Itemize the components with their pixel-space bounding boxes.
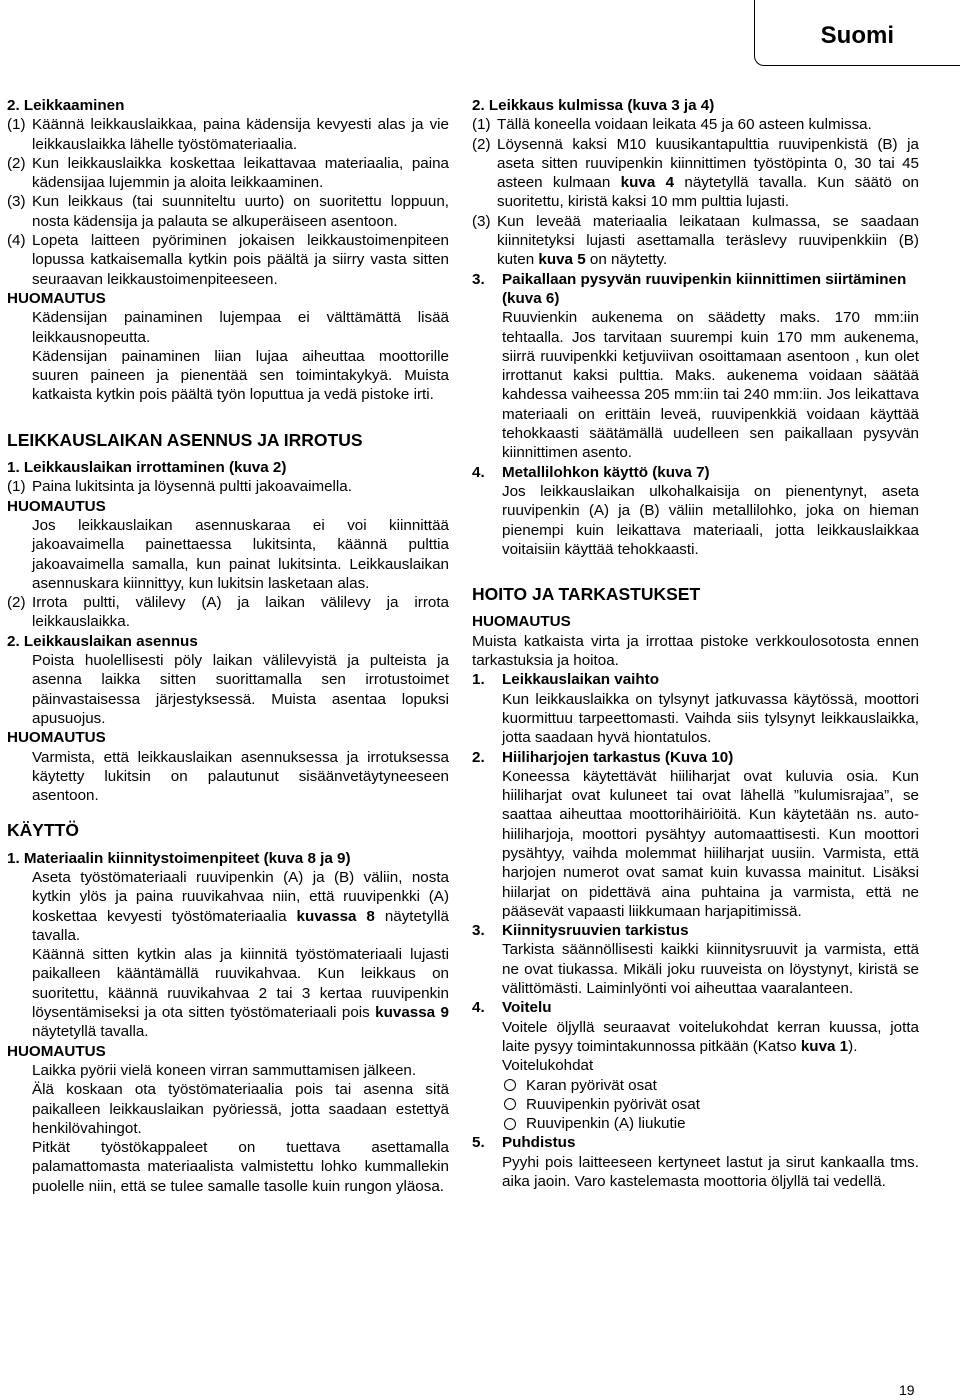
note-text: Varmista, että leikkauslaikan asennuksessa ja irrotuksessa käytetty lukitsin on palautunut sisäänvetäytyneeseen asentoon. — [32, 748, 449, 805]
paragraph: Jos leikkauslaikan ulkohalkaisija on pienentynyt, aseta ruuvipenkin (A) ja (B) väliin metallilohko, joka on hieman pienempi kuin leikattava materiaali, jotta leikkauslaikkaa voitaisiin käyttää tehokkaasti. — [502, 482, 919, 558]
circle-bullet-icon — [504, 1118, 516, 1130]
note-label: HUOMAUTUS — [7, 729, 106, 747]
paragraph: Kun leikkauslaikka on tylsynyt jatkuvassa käytössä, moottori kuormittuu tarpeettomasti. Vaihda siis tylsynyt leikkauslaikka, jotta saadaan hyvä hiontatulos. — [502, 690, 919, 747]
paragraph: Koneessa käytettävät hiiliharjat ovat kuluvia osia. Kun hiiliharjat ovat kuluneet tai ovat lähellä ”kulumisrajaa”, se saattaa aiheuttaa moottorihäiriöitä. Kun käytetään ns. auto-hiiliharjoja, moottori pysähtyy automaattisesti. Kun moottori pysähtyy, vaihda molemmat hiiliharjat uusiin. Varmista, että harjojen numerot ovat samat kuin kuvassa mainitut. Lisäksi hiilarjat on pidettävä aina puhtaina ja varmista, että ne pääsevät vapaasti liikkumaan harjapitimissä. — [502, 767, 919, 920]
list-item: Ruuvipenkin (A) liukutie — [472, 1114, 919, 1133]
paragraph: Pyyhi pois laitteeseen kertyneet lastut ja sirut kankaalla tms. aika jaoin. Varo kastelemasta moottoria öljyllä tai vedellä. — [502, 1153, 919, 1191]
note-text: Älä koskaan ota työstömateriaalia pois tai asenna sitä paikalleen leikkauslaikan pyöriessä, jotta saadaan estettyä henkilövahingot. — [32, 1081, 449, 1137]
note-text: Laikka pyörii vielä koneen virran sammuttamisen jälkeen. — [32, 1061, 417, 1079]
list-item: (2) Löysennä kaksi M10 kuusikantapulttia ruuvipenkistä (B) ja aseta sitten ruuvipenkin kiinnittimen työstöpinta 0, 30 tai 45 asteen kulmaan kuva 4 näytetyllä tavalla. Kun säätö on suoritettu, kiristä kaksi 10 mm pulttia lujasti. — [472, 135, 919, 211]
subsection-title: 4. Voitelu — [472, 999, 552, 1017]
list-item: (2) Irrota pultti, välilevy (A) ja laikan välilevy ja irrota leikkauslaikka. — [7, 594, 449, 631]
circle-bullet-icon — [504, 1098, 516, 1110]
paragraph: Poista huolellisesti pöly laikan välilevyistä ja pulteista ja asenna laikka sitten suorittamalla sen irrotustoimet päinvastaisessa järjestyksessä. Muista asentaa lopuksi apusuojus. — [32, 652, 449, 727]
paragraph: Tarkista säännöllisesti kaikki kiinnitysruuvit ja varmista, että ne ovat tiukassa. Mikäli joku ruuveista on löystynyt, kiristä se välittömästi. Laiminlyönti voi aiheuttaa vaaralanteen. — [502, 941, 919, 998]
subsection-title: 5. Puhdistus — [472, 1134, 576, 1152]
lubrication-points-title: Voitelukohdat — [502, 1057, 594, 1075]
list-item: (1) Tällä koneella voidaan leikata 45 ja 60 asteen kulmissa. — [472, 116, 872, 134]
list-item: (1) Paina lukitsinta ja löysennä pultti jakoavaimella. — [7, 478, 352, 496]
left-column — [7, 96, 449, 1196]
section-heading-care: HOITO JA TARKASTUKSET — [472, 584, 701, 605]
note-text: Jos leikkauslaikan asennuskaraa ei voi kiinnittää jakoavaimella painettaessa lukitsinta, käännä pulttia jakoavaimella samalla, kun painat lukitsinta. Leikkauslaikan asennuskara kiinnittyy, kun lukitsin lasketaan alas. — [32, 516, 449, 592]
list-item: (3) Kun leveää materiaalia leikataan kulmassa, se saadaan kiinnitetyksi lujasti asettamalla teräslevy ruuvipenkkiin (B) kuten kuva 5 on näytetty. — [472, 212, 919, 269]
subsection-title: 1. Materiaalin kiinnitystoimenpiteet (kuva 8 ja 9) — [7, 849, 351, 867]
paragraph: Ruuvienkin aukenema on säädetty maks. 170 mm:iin tehtaalla. Jos tarvitaan suurempi kuin 170 mm aukenema, siirrä ruuvipenkki ketjuviivan osoittamaan asentoon , kun olet irrottanut kaksi pulttia. Maks. aukenema voidaan säätää kahdessa vaiheessa 205 mm:iin tai 240 mm:iin. Jos leikattava materiaali on erittäin leveä, ruuvipenkkiä voidaan käyttää tehokkaasti säätämällä uudelleen sen paikallaan pysyvän kiinnittimen asento. — [502, 309, 919, 462]
paragraph: Aseta työstömateriaali ruuvipenkin (A) ja (B) väliin, nosta kytkin ylös ja paina ruuvikahvaa niin, että ruuvipenkki (A) koskettaa kevyesti työstömateriaalia kuvassa 8 näytetyllä tavalla. — [32, 868, 449, 944]
note-text: Muista katkaista virta ja irrottaa pistoke verkkoulosotosta ennen tarkastuksia ja hoitoa. — [472, 632, 919, 670]
list-item: Karan pyörivät osat — [472, 1076, 919, 1095]
paragraph: Käännä sitten kytkin alas ja kiinnitä työstömateriaali lujasti paikalleen kääntämällä ruuvikahvaa. Kun leikkaus on suoritettu, käännä ruuvikahvaa 2 tai 3 kertaa ruuvipenkin löysentämiseksi ja ota sitten työstömateriaali pois kuvassa 9 näytetyllä tavalla. — [32, 946, 449, 1041]
language-label: Suomi — [820, 22, 894, 49]
subsection-title: 4. Metallilohkon käyttö (kuva 7) — [472, 463, 710, 481]
list-item: Ruuvipenkin pyörivät osat — [472, 1095, 919, 1114]
note-label: HUOMAUTUS — [7, 289, 106, 307]
subsection-title: 2. Hiiliharjojen tarkastus (Kuva 10) — [472, 748, 734, 766]
note-text: Kädensijan painaminen liian lujaa aiheuttaa moottorille suuren paineen ja pienentää sen toimintakykyä. Muista katkaista kytkin pois päältä työn loputtua ja vedä pistoke irti. — [32, 347, 449, 404]
language-tab — [754, 0, 960, 66]
subsection-title: 3. Paikallaan pysyvän ruuvipenkin kiinnittimen siirtäminen (kuva 6) — [472, 270, 907, 307]
subsection-title: 2. Leikkaus kulmissa (kuva 3 ja 4) — [472, 97, 715, 114]
note-label: HUOMAUTUS — [472, 613, 571, 631]
page-number: 19 — [899, 1382, 915, 1398]
list-item: (2) Kun leikkauslaikka koskettaa leikattavaa materiaalia, paina kädensijaa lujemmin ja aloita leikkaaminen. — [7, 154, 449, 192]
subsection-title: 1. Leikkauslaikan vaihto — [472, 671, 660, 689]
note-text: Kädensijan painaminen lujempaa ei välttämättä lisää leikkausnopeutta. — [32, 309, 449, 346]
list-item: (1) Käännä leikkauslaikkaa, paina kädensija kevyesti alas ja vie leikkauslaikka lähelle työstömateriaalia. — [7, 116, 449, 153]
paragraph: Voitele öljyllä seuraavat voitelukohdat kerran kuussa, jotta laite pysyy toimintakunnossa pitkään (Katso kuva 1). — [502, 1018, 919, 1055]
right-column — [472, 96, 919, 1191]
note-label: HUOMAUTUS — [7, 497, 106, 515]
note-text: Pitkät työstökappaleet on tuettava asettamalla palamattomasta materiaalista valmistettu lohko kummallekin puolelle niin, että se tulee samalle tasolle kuin rungon yläosa. — [32, 1139, 449, 1195]
list-item: (3) Kun leikkaus (tai suunniteltu uurto) on suoritettu loppuun, nosta kädensija ja palauta se alkuperäiseen asentoon. — [7, 193, 449, 230]
section-heading-install: LEIKKAUSLAIKAN ASENNUS JA IRROTUS — [7, 429, 363, 450]
cutting-title: 2. Leikkaaminen — [7, 97, 125, 114]
list-item: (4) Lopeta laitteen pyöriminen jokaisen leikkaustoimenpiteen lopussa katkaisemalla kytkin pois päältä ja siirry vasta sitten seuraavan leikkaustoimenpiteeseen. — [7, 232, 449, 288]
subsection-title: 1. Leikkauslaikan irrottaminen (kuva 2) — [7, 459, 287, 477]
note-label: HUOMAUTUS — [7, 1042, 106, 1060]
subsection-title: 2. Leikkauslaikan asennus — [7, 632, 198, 650]
subsection-title: 3. Kiinnitysruuvien tarkistus — [472, 922, 689, 940]
section-heading-use: KÄYTTÖ — [7, 820, 79, 841]
circle-bullet-icon — [504, 1079, 516, 1091]
